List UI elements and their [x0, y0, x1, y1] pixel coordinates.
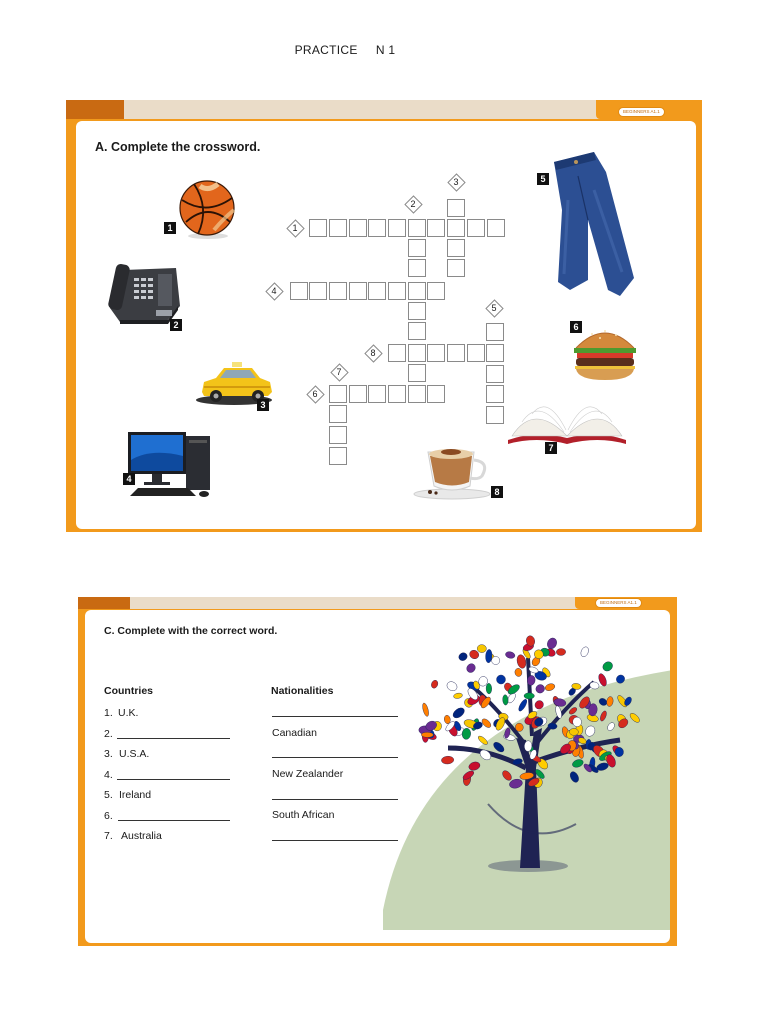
country-number-3: 3. — [104, 748, 113, 760]
header-corner — [575, 597, 677, 609]
clue-number-8: 8 — [370, 348, 376, 358]
crossword-cell[interactable] — [408, 239, 426, 257]
crossword-cell[interactable] — [408, 302, 426, 320]
nationalities-column-header: Nationalities — [271, 685, 334, 697]
crossword-cell[interactable] — [427, 344, 445, 362]
flag-leaf — [485, 649, 492, 663]
clue-number-5: 5 — [491, 303, 497, 313]
crossword-cell[interactable] — [309, 282, 327, 300]
country-answer-blank-2[interactable] — [117, 738, 230, 739]
crossword-cell[interactable] — [447, 199, 465, 217]
crossword-cell[interactable] — [388, 344, 406, 362]
flag-leaf — [491, 656, 499, 664]
country-number-5: 5. — [104, 789, 113, 801]
flag-leaf — [606, 696, 614, 707]
crossword-cell[interactable] — [447, 259, 465, 277]
crossword-cell[interactable] — [467, 219, 485, 237]
flag-leaf — [534, 683, 546, 695]
flag-leaf — [571, 758, 584, 769]
coffee-image — [412, 442, 494, 502]
crossword-cell[interactable] — [349, 282, 367, 300]
clue-number-2: 2 — [410, 199, 416, 209]
crossword-cell[interactable] — [349, 385, 367, 403]
country-number-1: 1. — [104, 707, 113, 719]
flag-leaf — [477, 735, 489, 746]
picture-badge-6: 6 — [570, 321, 582, 333]
crossword-cell[interactable] — [329, 282, 347, 300]
crossword-cell[interactable] — [486, 365, 504, 383]
nationality-answer-blank-7[interactable] — [272, 840, 398, 841]
level-pill: BEGINNERS A1.1 — [595, 598, 642, 608]
country-text-7: Australia — [121, 830, 162, 842]
picture-badge-4: 4 — [123, 473, 135, 485]
flag-leaf — [628, 712, 641, 724]
crossword-cell[interactable] — [486, 406, 504, 424]
flag-leaf — [569, 728, 578, 735]
clue-number-7: 7 — [336, 367, 342, 377]
flag-leaf — [453, 692, 463, 699]
header-tab — [66, 100, 124, 119]
flag-leaf — [505, 651, 516, 660]
crossword-cell[interactable] — [486, 385, 504, 403]
clue-number-4: 4 — [271, 286, 277, 296]
crossword-cell[interactable] — [447, 344, 465, 362]
country-text-3: U.S.A. — [119, 748, 150, 760]
flag-leaf — [501, 769, 514, 782]
flag-leaf — [544, 682, 556, 691]
crossword-cell[interactable] — [447, 219, 465, 237]
crossword-cell[interactable] — [427, 219, 445, 237]
crossword-cell[interactable] — [408, 344, 426, 362]
country-text-5: Ireland — [119, 789, 152, 801]
flag-leaf — [556, 648, 566, 655]
nationality-answer-blank-5[interactable] — [272, 799, 398, 800]
country-number-2: 2. — [104, 728, 113, 740]
header-corner — [596, 100, 702, 119]
crossword-cell[interactable] — [329, 405, 347, 423]
jeans-image — [548, 150, 638, 300]
flag-leaf — [421, 702, 429, 717]
flag-leaf — [441, 756, 454, 765]
flag-tree-image — [408, 628, 648, 878]
section-a-heading: A. Complete the crossword. — [95, 140, 261, 154]
flag-leaf — [468, 761, 481, 772]
picture-badge-5: 5 — [537, 173, 549, 185]
picture-badge-3: 3 — [257, 399, 269, 411]
crossword-cell[interactable] — [329, 385, 347, 403]
level-pill: BEGINNERS A1.1 — [618, 107, 665, 117]
picture-badge-2: 2 — [170, 319, 182, 331]
section-c-heading: C. Complete with the correct word. — [104, 625, 278, 637]
country-text-1: U.K. — [118, 707, 139, 719]
flag-leaf — [496, 674, 506, 684]
book-image — [504, 392, 630, 448]
crossword-cell[interactable] — [427, 282, 445, 300]
crossword-cell[interactable] — [408, 364, 426, 382]
crossword-cell[interactable] — [408, 385, 426, 403]
flag-leaf — [606, 721, 616, 732]
nationality-answer-blank-3[interactable] — [272, 757, 398, 758]
flag-leaf — [599, 710, 608, 722]
picture-badge-8: 8 — [491, 486, 503, 498]
flag-leaf — [430, 679, 439, 689]
clue-number-6: 6 — [312, 389, 318, 399]
crossword-cell[interactable] — [388, 385, 406, 403]
crossword-cell[interactable] — [447, 239, 465, 257]
crossword-cell[interactable] — [388, 282, 406, 300]
header-tab — [78, 597, 130, 609]
crossword-cell[interactable] — [487, 219, 505, 237]
crossword-cell[interactable] — [467, 344, 485, 362]
flag-leaf — [517, 698, 528, 712]
flag-leaf — [601, 660, 614, 673]
country-number-7: 7. — [104, 830, 113, 842]
crossword-cell[interactable] — [368, 282, 386, 300]
clue-number-3: 3 — [453, 177, 459, 187]
basketball-image — [178, 178, 236, 240]
nationality-text-6: South African — [272, 809, 335, 821]
flag-leaf — [546, 636, 559, 650]
crossword-cell[interactable] — [368, 219, 386, 237]
crossword-cell[interactable] — [368, 385, 386, 403]
nationality-answer-blank-1[interactable] — [272, 716, 398, 717]
crossword-cell[interactable] — [329, 426, 347, 444]
crossword-cell[interactable] — [329, 447, 347, 465]
country-answer-blank-6[interactable] — [118, 820, 230, 821]
flag-leaf — [477, 644, 487, 653]
flag-leaf — [486, 683, 492, 694]
flag-leaf — [451, 706, 466, 720]
crossword-cell[interactable] — [290, 282, 308, 300]
crossword-cell[interactable] — [349, 219, 367, 237]
flag-leaf — [465, 662, 477, 674]
flag-leaf — [421, 732, 433, 737]
flag-leaf — [568, 770, 580, 784]
crossword-cell[interactable] — [408, 259, 426, 277]
flag-leaf — [457, 651, 468, 662]
country-number-6: 6. — [104, 810, 113, 822]
nationality-text-2: Canadian — [272, 727, 317, 739]
crossword-cell[interactable] — [388, 219, 406, 237]
crossword-cell[interactable] — [486, 344, 504, 362]
picture-badge-1: 1 — [164, 222, 176, 234]
flag-leaf — [514, 668, 522, 677]
flag-leaf — [615, 673, 627, 685]
flag-leaf — [584, 724, 597, 738]
clue-number-1: 1 — [292, 223, 298, 233]
picture-badge-7: 7 — [545, 442, 557, 454]
country-number-4: 4. — [104, 769, 113, 781]
telephone-image — [106, 260, 182, 328]
flag-leaf — [492, 740, 506, 753]
countries-column-header: Countries — [104, 685, 154, 697]
flag-leaf — [445, 680, 458, 693]
flag-leaf — [524, 693, 534, 699]
crossword-cell[interactable] — [427, 385, 445, 403]
flag-leaf — [533, 699, 545, 711]
crossword-cell[interactable] — [408, 219, 426, 237]
flag-leaf — [579, 646, 590, 658]
crossword-cell[interactable] — [309, 219, 327, 237]
crossword-cell[interactable] — [329, 219, 347, 237]
crossword-cell[interactable] — [486, 323, 504, 341]
crossword-cell[interactable] — [408, 322, 426, 340]
country-answer-blank-4[interactable] — [117, 779, 230, 780]
crossword-cell[interactable] — [408, 282, 426, 300]
computer-image — [126, 430, 214, 500]
flag-leaf — [502, 695, 508, 706]
nationality-text-4: New Zealander — [272, 768, 344, 780]
document-title: PRACTICE N 1 — [294, 43, 396, 57]
